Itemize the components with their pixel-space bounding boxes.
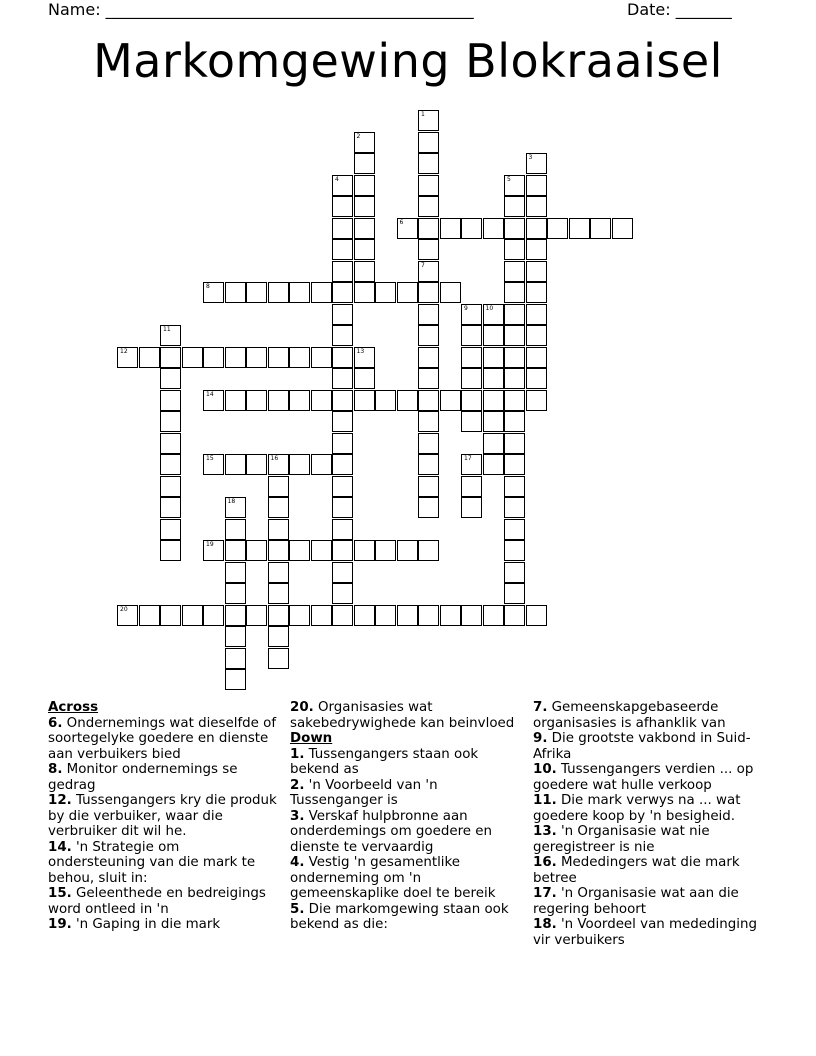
grid-cell[interactable]: [289, 605, 310, 626]
grid-cell[interactable]: [246, 282, 267, 303]
clue-text: 'n Gaping in die mark: [71, 917, 221, 932]
grid-cell[interactable]: [268, 282, 289, 303]
grid-cell[interactable]: [418, 132, 439, 153]
grid-cell[interactable]: [332, 175, 353, 196]
grid-cell[interactable]: [418, 261, 439, 282]
grid-cell[interactable]: [203, 454, 224, 475]
across-clue: [48, 793, 278, 840]
grid-cell[interactable]: [332, 519, 353, 540]
grid-cell[interactable]: [483, 368, 504, 389]
clue-number: 10.: [533, 762, 557, 777]
grid-cell[interactable]: [332, 605, 353, 626]
grid-cell[interactable]: [160, 476, 181, 497]
grid-cell[interactable]: [526, 175, 547, 196]
grid-cell[interactable]: [504, 175, 525, 196]
across-clue-list-continued: [290, 700, 520, 731]
grid-cell[interactable]: [612, 218, 633, 239]
grid-cell[interactable]: [483, 433, 504, 454]
clue-text: Die grootste vakbond in Suid-Afrika: [533, 731, 751, 762]
grid-cell[interactable]: [418, 390, 439, 411]
down-clue: [533, 824, 763, 855]
grid-cell[interactable]: [289, 347, 310, 368]
clue-number: 11: [163, 326, 171, 333]
clues-column-2: [290, 700, 520, 933]
grid-cell[interactable]: [483, 605, 504, 626]
grid-cell[interactable]: [289, 282, 310, 303]
clue-number: 6.: [48, 715, 63, 731]
clue-text: Geleenthede en bedreigings word ontleed in 'n: [48, 886, 266, 917]
clue-number: 2: [356, 132, 361, 140]
down-clue: [533, 855, 763, 886]
clue-number: 16: [270, 455, 279, 462]
grid-cell[interactable]: [246, 540, 267, 561]
grid-cell[interactable]: [225, 605, 246, 626]
across-clue: [48, 886, 278, 917]
clue-number: 4: [335, 175, 339, 183]
clue-number: 13: [356, 347, 365, 355]
grid-cell[interactable]: [160, 519, 181, 540]
grid-cell[interactable]: [504, 433, 525, 454]
down-clue: [290, 902, 520, 933]
grid-cell[interactable]: [483, 304, 504, 325]
grid-cell[interactable]: [203, 347, 224, 368]
clue-text: 'n Voorbeeld van 'n Tussenganger is: [290, 777, 438, 808]
clue-number: 3.: [290, 808, 305, 824]
grid-cell[interactable]: [203, 282, 224, 303]
grid-cell[interactable]: [504, 411, 525, 432]
grid-cell[interactable]: [397, 540, 418, 561]
grid-cell[interactable]: [225, 562, 246, 583]
clue-number: 5.: [290, 901, 305, 917]
down-clue: [533, 731, 763, 762]
clue-text: 'n Voordeel van mededinging vir verbuikers: [533, 917, 757, 948]
grid-cell[interactable]: [418, 605, 439, 626]
clue-number: 15.: [48, 886, 72, 901]
clue-text: Tussengangers staan ook bekend as: [290, 746, 479, 777]
grid-cell[interactable]: [268, 390, 289, 411]
grid-cell[interactable]: [461, 325, 482, 346]
clue-number: 1.: [290, 746, 305, 762]
clue-number: 16.: [533, 855, 557, 870]
across-clue: [290, 700, 520, 731]
grid-cell[interactable]: [354, 153, 375, 174]
clue-number: 7: [421, 261, 425, 269]
clue-number: 18.: [533, 917, 557, 932]
grid-cell[interactable]: [526, 196, 547, 217]
clue-number: 13.: [533, 824, 557, 839]
grid-cell[interactable]: [182, 605, 203, 626]
grid-cell[interactable]: [526, 390, 547, 411]
clue-number: 2.: [290, 777, 305, 793]
grid-cell[interactable]: [332, 368, 353, 389]
grid-cell[interactable]: [289, 540, 310, 561]
grid-cell[interactable]: [246, 347, 267, 368]
down-clue-list-continued: [533, 700, 763, 948]
clue-number: 9: [464, 304, 468, 312]
down-clue: [533, 700, 763, 731]
clue-text: Ondernemings wat dieselfde of soortegelyke goedere en dienste aan verbuikers bied: [48, 715, 277, 762]
grid-cell[interactable]: [354, 132, 375, 153]
clue-number: 9.: [533, 731, 548, 746]
grid-cell[interactable]: [139, 347, 160, 368]
grid-cell[interactable]: [504, 583, 525, 604]
clue-number: 4.: [290, 855, 305, 870]
grid-cell[interactable]: [225, 669, 246, 690]
clues-column-3: [533, 700, 763, 948]
grid-cell[interactable]: [354, 390, 375, 411]
grid-cell[interactable]: [504, 454, 525, 475]
grid-cell[interactable]: [311, 605, 332, 626]
grid-cell[interactable]: [160, 390, 181, 411]
grid-cell[interactable]: [504, 476, 525, 497]
grid-cell[interactable]: [268, 562, 289, 583]
grid-cell[interactable]: [504, 325, 525, 346]
grid-cell[interactable]: [375, 282, 396, 303]
grid-cell[interactable]: [332, 562, 353, 583]
grid-cell[interactable]: [117, 605, 138, 626]
grid-cell[interactable]: [225, 497, 246, 518]
grid-cell[interactable]: [483, 218, 504, 239]
grid-cell[interactable]: [225, 347, 246, 368]
grid-cell[interactable]: [397, 605, 418, 626]
clue-number: 18: [227, 498, 236, 505]
clue-text: 'n Organisasie wat aan die regering behoort: [533, 886, 739, 917]
grid-cell[interactable]: [504, 196, 525, 217]
clue-text: 'n Organisasie wat nie geregistreer is nie: [533, 824, 710, 855]
grid-cell[interactable]: [418, 454, 439, 475]
name-field[interactable]: Name: ______________________________________________: [48, 0, 474, 19]
down-clue: [290, 855, 520, 902]
grid-cell[interactable]: [354, 540, 375, 561]
grid-cell[interactable]: [397, 390, 418, 411]
grid-cell[interactable]: [289, 390, 310, 411]
across-clue-list: [48, 716, 278, 933]
grid-cell[interactable]: [418, 153, 439, 174]
clue-text: Tussengangers verdien ... op goedere wat hulle verkoop: [533, 762, 754, 793]
grid-cell[interactable]: [440, 390, 461, 411]
grid-cell[interactable]: [504, 304, 525, 325]
clue-number: 14: [206, 390, 214, 398]
grid-cell[interactable]: [246, 390, 267, 411]
grid-cell[interactable]: [418, 347, 439, 368]
grid-cell[interactable]: [182, 347, 203, 368]
clues-column-1: [48, 700, 278, 933]
clue-text: Organisasies wat sakebedrywighede kan beinvloed: [290, 700, 515, 731]
grid-cell[interactable]: [354, 282, 375, 303]
grid-cell[interactable]: [332, 497, 353, 518]
grid-cell[interactable]: [332, 347, 353, 368]
grid-cell[interactable]: [225, 540, 246, 561]
grid-cell[interactable]: [504, 347, 525, 368]
grid-cell[interactable]: [375, 540, 396, 561]
clue-number: 15: [206, 455, 214, 462]
grid-cell[interactable]: [461, 390, 482, 411]
grid-cell[interactable]: [332, 304, 353, 325]
grid-cell[interactable]: [504, 562, 525, 583]
clue-text: Gemeenskapgebaseerde organisasies is afhanklik van: [533, 700, 726, 731]
clue-number: 10: [485, 304, 494, 312]
grid-cell[interactable]: [332, 476, 353, 497]
grid-cell[interactable]: [590, 218, 611, 239]
grid-cell[interactable]: [332, 433, 353, 454]
clue-number: 11.: [533, 793, 557, 808]
grid-cell[interactable]: [440, 218, 461, 239]
across-heading: Across: [48, 700, 99, 715]
across-clue: [48, 716, 278, 763]
grid-cell[interactable]: [461, 454, 482, 475]
grid-cell[interactable]: [160, 605, 181, 626]
grid-cell[interactable]: [311, 540, 332, 561]
grid-cell[interactable]: [311, 454, 332, 475]
clue-number: 6: [399, 218, 404, 226]
grid-cell[interactable]: [504, 519, 525, 540]
clue-number: 20: [120, 605, 128, 613]
grid-cell[interactable]: [225, 390, 246, 411]
grid-cell[interactable]: [289, 454, 310, 475]
grid-cell[interactable]: [526, 325, 547, 346]
grid-cell[interactable]: [246, 605, 267, 626]
grid-cell[interactable]: [461, 304, 482, 325]
down-clue: [533, 886, 763, 917]
grid-cell[interactable]: [504, 282, 525, 303]
grid-cell[interactable]: [418, 411, 439, 432]
grid-cell[interactable]: [418, 196, 439, 217]
grid-cell[interactable]: [526, 261, 547, 282]
clue-number: 7.: [533, 700, 548, 715]
grid-cell[interactable]: [418, 540, 439, 561]
grid-cell[interactable]: [160, 454, 181, 475]
clue-number: 17: [464, 455, 472, 462]
grid-cell[interactable]: [332, 261, 353, 282]
grid-cell[interactable]: [418, 218, 439, 239]
grid-cell[interactable]: [526, 304, 547, 325]
grid-cell[interactable]: [268, 583, 289, 604]
grid-cell[interactable]: [504, 497, 525, 518]
grid-cell[interactable]: [397, 218, 418, 239]
grid-cell[interactable]: [504, 390, 525, 411]
clue-number: 12.: [48, 793, 72, 808]
grid-cell[interactable]: [418, 325, 439, 346]
grid-cell[interactable]: [461, 476, 482, 497]
grid-cell[interactable]: [354, 347, 375, 368]
grid-cell[interactable]: [418, 110, 439, 131]
clue-number: 8: [206, 283, 210, 290]
across-clue: [48, 917, 278, 933]
grid-cell[interactable]: [268, 519, 289, 540]
grid-cell[interactable]: [504, 605, 525, 626]
grid-cell[interactable]: [160, 411, 181, 432]
grid-cell[interactable]: [160, 325, 181, 346]
grid-cell[interactable]: [332, 218, 353, 239]
grid-cell[interactable]: [526, 368, 547, 389]
grid-cell[interactable]: [461, 497, 482, 518]
clue-text: 'n Strategie om ondersteuning van die mark te behou, sluit in:: [48, 839, 256, 886]
grid-cell[interactable]: [225, 454, 246, 475]
grid-cell[interactable]: [526, 605, 547, 626]
grid-cell[interactable]: [375, 390, 396, 411]
grid-cell[interactable]: [483, 325, 504, 346]
grid-cell[interactable]: [311, 347, 332, 368]
grid-cell[interactable]: [375, 605, 396, 626]
grid-cell[interactable]: [160, 540, 181, 561]
grid-cell[interactable]: [440, 605, 461, 626]
clue-number: 14.: [48, 839, 72, 855]
grid-cell[interactable]: [117, 347, 138, 368]
clue-text: Tussengangers kry die produk by die verbuiker, waar die verbruiker dit wil he.: [48, 793, 277, 839]
grid-cell[interactable]: [418, 497, 439, 518]
grid-cell[interactable]: [268, 347, 289, 368]
grid-cell[interactable]: [225, 519, 246, 540]
clue-text: Verskaf hulpbronne aan onderdemings om goedere en dienste te vervaardig: [290, 808, 493, 855]
date-field[interactable]: Date: _______: [627, 0, 732, 19]
clue-text: Monitor ondernemings se gedrag: [48, 762, 238, 793]
grid-cell[interactable]: [268, 454, 289, 475]
clue-number: 20.: [290, 700, 314, 715]
clue-text: Vestig 'n gesamentlike onderneming om 'n gemeenskaplike doel te bereik: [290, 855, 496, 901]
down-clue: [533, 762, 763, 793]
down-clue: [290, 778, 520, 809]
grid-cell[interactable]: [461, 411, 482, 432]
grid-cell[interactable]: [354, 218, 375, 239]
clue-number: 19: [206, 541, 214, 548]
grid-cell[interactable]: [418, 282, 439, 303]
grid-cell[interactable]: [332, 583, 353, 604]
grid-cell[interactable]: [526, 218, 547, 239]
grid-cell[interactable]: [268, 476, 289, 497]
grid-cell[interactable]: [332, 239, 353, 260]
grid-cell[interactable]: [160, 347, 181, 368]
grid-cell[interactable]: [547, 218, 568, 239]
down-clue-list: [290, 747, 520, 933]
clue-text: Die mark verwys na ... wat goedere koop by 'n besigheid.: [533, 793, 741, 824]
grid-cell[interactable]: [526, 239, 547, 260]
grid-cell[interactable]: [504, 261, 525, 282]
grid-cell[interactable]: [354, 261, 375, 282]
grid-cell[interactable]: [160, 368, 181, 389]
grid-cell[interactable]: [504, 218, 525, 239]
clue-number: 5: [507, 175, 511, 183]
grid-cell[interactable]: [139, 605, 160, 626]
clue-number: 3: [528, 154, 533, 161]
page-title: Markomgewing Blokraaisel: [93, 34, 723, 88]
grid-cell[interactable]: [354, 605, 375, 626]
down-clue: [290, 809, 520, 856]
grid-cell[interactable]: [418, 433, 439, 454]
grid-cell[interactable]: [461, 368, 482, 389]
grid-cell[interactable]: [526, 153, 547, 174]
grid-cell[interactable]: [504, 540, 525, 561]
clue-number: 17.: [533, 886, 557, 901]
grid-cell[interactable]: [160, 497, 181, 518]
grid-cell[interactable]: [268, 605, 289, 626]
grid-cell[interactable]: [354, 239, 375, 260]
grid-cell[interactable]: [526, 347, 547, 368]
grid-cell[interactable]: [504, 239, 525, 260]
grid-cell[interactable]: [268, 626, 289, 647]
grid-cell[interactable]: [246, 454, 267, 475]
clue-number: 8.: [48, 762, 63, 777]
grid-cell[interactable]: [332, 411, 353, 432]
grid-cell[interactable]: [268, 648, 289, 669]
grid-cell[interactable]: [225, 583, 246, 604]
down-clue: [533, 917, 763, 948]
grid-cell[interactable]: [440, 282, 461, 303]
grid-cell[interactable]: [504, 368, 525, 389]
grid-cell[interactable]: [526, 282, 547, 303]
clue-number: 19.: [48, 917, 72, 932]
grid-cell[interactable]: [483, 454, 504, 475]
grid-cell[interactable]: [311, 282, 332, 303]
clue-number: 12: [120, 347, 128, 355]
grid-cell[interactable]: [354, 368, 375, 389]
grid-cell[interactable]: [268, 540, 289, 561]
grid-cell[interactable]: [418, 476, 439, 497]
grid-cell[interactable]: [354, 196, 375, 217]
grid-cell[interactable]: [461, 218, 482, 239]
grid-cell[interactable]: [311, 390, 332, 411]
grid-cell[interactable]: [397, 282, 418, 303]
grid-cell[interactable]: [203, 605, 224, 626]
grid-cell[interactable]: [461, 605, 482, 626]
grid-cell[interactable]: [418, 239, 439, 260]
grid-cell[interactable]: [332, 540, 353, 561]
down-clue: [290, 747, 520, 778]
grid-cell[interactable]: [203, 390, 224, 411]
grid-cell[interactable]: [225, 626, 246, 647]
grid-cell[interactable]: [483, 411, 504, 432]
grid-cell[interactable]: [332, 325, 353, 346]
grid-cell[interactable]: [418, 368, 439, 389]
across-clue: [48, 840, 278, 887]
grid-cell[interactable]: [332, 282, 353, 303]
grid-cell[interactable]: [569, 218, 590, 239]
down-clue: [533, 793, 763, 824]
grid-cell[interactable]: [461, 347, 482, 368]
grid-cell[interactable]: [332, 196, 353, 217]
grid-cell[interactable]: [483, 347, 504, 368]
across-clue: [48, 762, 278, 793]
clue-text: Mededingers wat die mark betree: [533, 855, 740, 886]
grid-cell[interactable]: [268, 497, 289, 518]
grid-cell[interactable]: [354, 175, 375, 196]
grid-cell[interactable]: [332, 454, 353, 475]
clue-number: 1: [421, 111, 425, 118]
grid-cell[interactable]: [225, 648, 246, 669]
grid-cell[interactable]: [160, 433, 181, 454]
grid-cell[interactable]: [225, 282, 246, 303]
grid-cell[interactable]: [203, 540, 224, 561]
clue-text: Die markomgewing staan ook bekend as die:: [290, 901, 509, 932]
grid-cell[interactable]: [483, 390, 504, 411]
down-heading: Down: [290, 731, 333, 746]
grid-cell[interactable]: [332, 390, 353, 411]
grid-cell[interactable]: [418, 175, 439, 196]
grid-cell[interactable]: [418, 304, 439, 325]
